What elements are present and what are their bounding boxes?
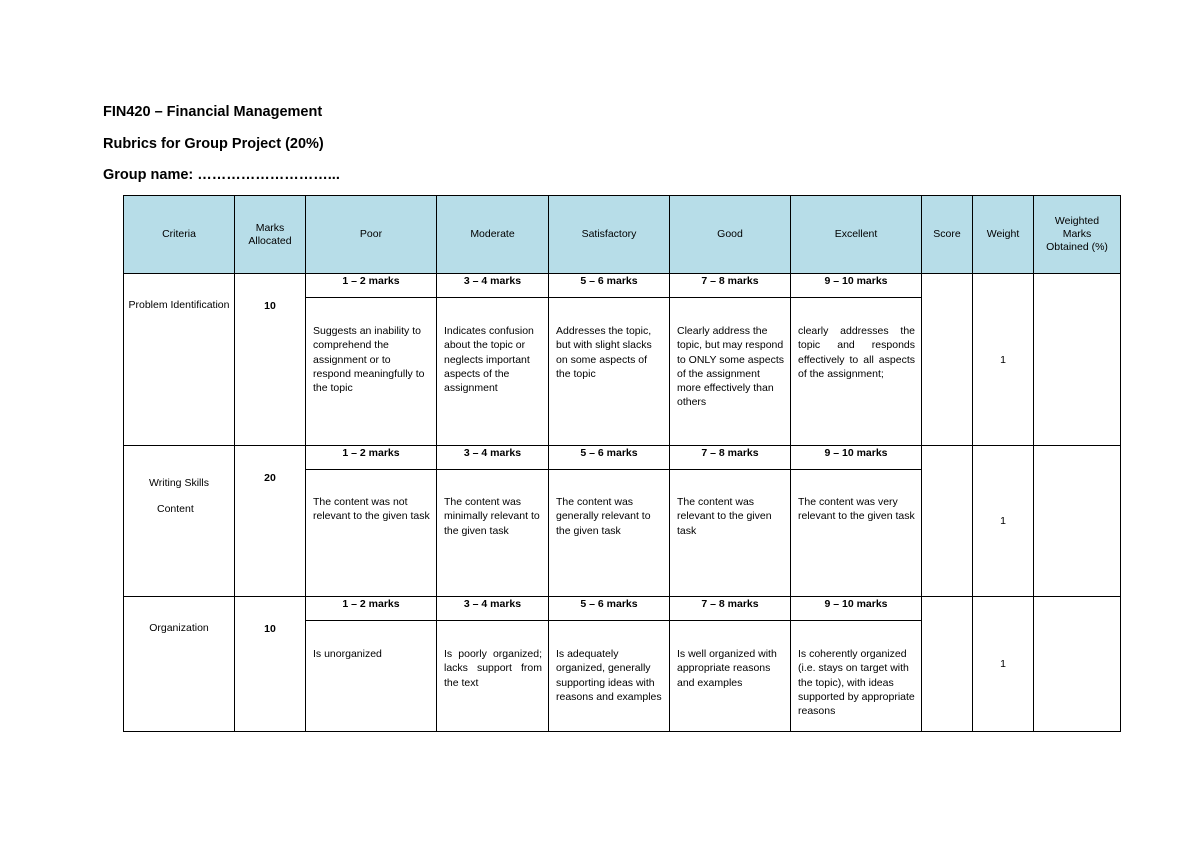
level-range: 7 – 8 marks <box>670 446 790 470</box>
level-description: clearly addresses the topic and responds effectively to all aspects of the assignment; <box>798 325 915 380</box>
group-name-label: Group name: ………………………... <box>103 167 340 183</box>
level-range: 5 – 6 marks <box>549 274 669 298</box>
level-cell-good <box>670 446 791 597</box>
level-cell-poor <box>306 274 437 446</box>
level-description: The content was minimally relevant to the given task <box>444 496 540 537</box>
table-row <box>124 597 1121 732</box>
marks-allocated-value: 10 <box>264 623 276 635</box>
level-cell-excellent <box>791 597 922 732</box>
level-range: 5 – 6 marks <box>549 597 669 621</box>
marks-allocated-cell <box>235 274 306 446</box>
criteria-cell <box>124 274 235 446</box>
weight-cell: 1 <box>973 274 1034 446</box>
weighted-marks-cell[interactable] <box>1034 274 1121 446</box>
table-row <box>124 274 1121 446</box>
marks-allocated-cell <box>235 446 306 597</box>
level-description: The content was generally relevant to the given task <box>556 496 651 537</box>
level-cell-excellent <box>791 446 922 597</box>
level-range: 9 – 10 marks <box>791 446 921 470</box>
score-cell[interactable] <box>922 597 973 732</box>
criteria-cell <box>124 446 235 597</box>
level-description: The content was not relevant to the given task <box>313 496 430 523</box>
rubric-table <box>123 195 1121 732</box>
weight-cell: 1 <box>973 446 1034 597</box>
level-range: 3 – 4 marks <box>437 446 548 470</box>
score-cell[interactable] <box>922 274 973 446</box>
col-marks-allocated: Marks Allocated <box>235 196 306 274</box>
level-cell-moderate <box>437 597 549 732</box>
level-description: Addresses the topic, but with slight slacks on some aspects of the topic <box>556 325 652 380</box>
level-cell-satisfactory <box>549 274 670 446</box>
rubric-title: Rubrics for Group Project (20%) <box>103 136 324 152</box>
marks-allocated-value: 10 <box>264 300 276 312</box>
criteria-label: Problem Identification <box>128 299 230 311</box>
weighted-marks-cell[interactable] <box>1034 597 1121 732</box>
level-range: 3 – 4 marks <box>437 597 548 621</box>
level-range: 1 – 2 marks <box>306 274 436 298</box>
col-weight: Weight <box>973 196 1034 274</box>
col-good: Good <box>670 196 791 274</box>
level-range: 1 – 2 marks <box>306 446 436 470</box>
level-description: Suggests an inability to comprehend the assignment or to respond meaningfully to the topic <box>313 325 425 395</box>
level-range: 9 – 10 marks <box>791 597 921 621</box>
weighted-marks-cell[interactable] <box>1034 446 1121 597</box>
weight-cell: 1 <box>973 597 1034 732</box>
level-range: 9 – 10 marks <box>791 274 921 298</box>
col-excellent: Excellent <box>791 196 922 274</box>
level-description: Is coherently organized (i.e. stays on target with the topic), with ideas supported by appropriate reasons <box>798 648 915 718</box>
criteria-label-line2: Content <box>157 503 194 515</box>
level-cell-moderate <box>437 274 549 446</box>
marks-allocated-cell <box>235 597 306 732</box>
col-weighted-marks: Weighted Marks Obtained (%) <box>1034 196 1121 274</box>
criteria-label-line1: Writing Skills <box>149 477 209 489</box>
level-description: The content was relevant to the given task <box>677 496 772 537</box>
level-range: 7 – 8 marks <box>670 274 790 298</box>
level-description: Is adequately organized, generally supporting ideas with reasons and examples <box>556 648 662 703</box>
level-range: 3 – 4 marks <box>437 274 548 298</box>
col-satisfactory: Satisfactory <box>549 196 670 274</box>
level-range: 1 – 2 marks <box>306 597 436 621</box>
level-range: 7 – 8 marks <box>670 597 790 621</box>
col-poor: Poor <box>306 196 437 274</box>
level-range: 5 – 6 marks <box>549 446 669 470</box>
criteria-label <box>124 446 234 522</box>
level-description: Indicates confusion about the topic or neglects important aspects of the assignment <box>444 325 534 395</box>
col-score: Score <box>922 196 973 274</box>
level-cell-good <box>670 597 791 732</box>
col-moderate: Moderate <box>437 196 549 274</box>
level-cell-satisfactory <box>549 446 670 597</box>
course-title: FIN420 – Financial Management <box>103 104 323 120</box>
marks-allocated-value: 20 <box>264 472 276 484</box>
criteria-cell <box>124 597 235 732</box>
table-header-row <box>124 196 1121 274</box>
criteria-label: Organization <box>149 622 209 634</box>
level-cell-poor <box>306 597 437 732</box>
score-cell[interactable] <box>922 446 973 597</box>
col-criteria: Criteria <box>124 196 235 274</box>
level-description: Is unorganized <box>313 648 382 660</box>
level-cell-poor <box>306 446 437 597</box>
level-description: Is poorly organized; lacks support from the text <box>444 648 542 689</box>
level-cell-good <box>670 274 791 446</box>
level-cell-satisfactory <box>549 597 670 732</box>
level-description: The content was very relevant to the given task <box>798 496 915 523</box>
level-description: Clearly address the topic, but may respond to ONLY some aspects of the assignment more effectively than others <box>677 325 784 409</box>
level-cell-moderate <box>437 446 549 597</box>
level-description: Is well organized with appropriate reasons and examples <box>677 648 777 689</box>
level-cell-excellent <box>791 274 922 446</box>
table-row <box>124 446 1121 597</box>
